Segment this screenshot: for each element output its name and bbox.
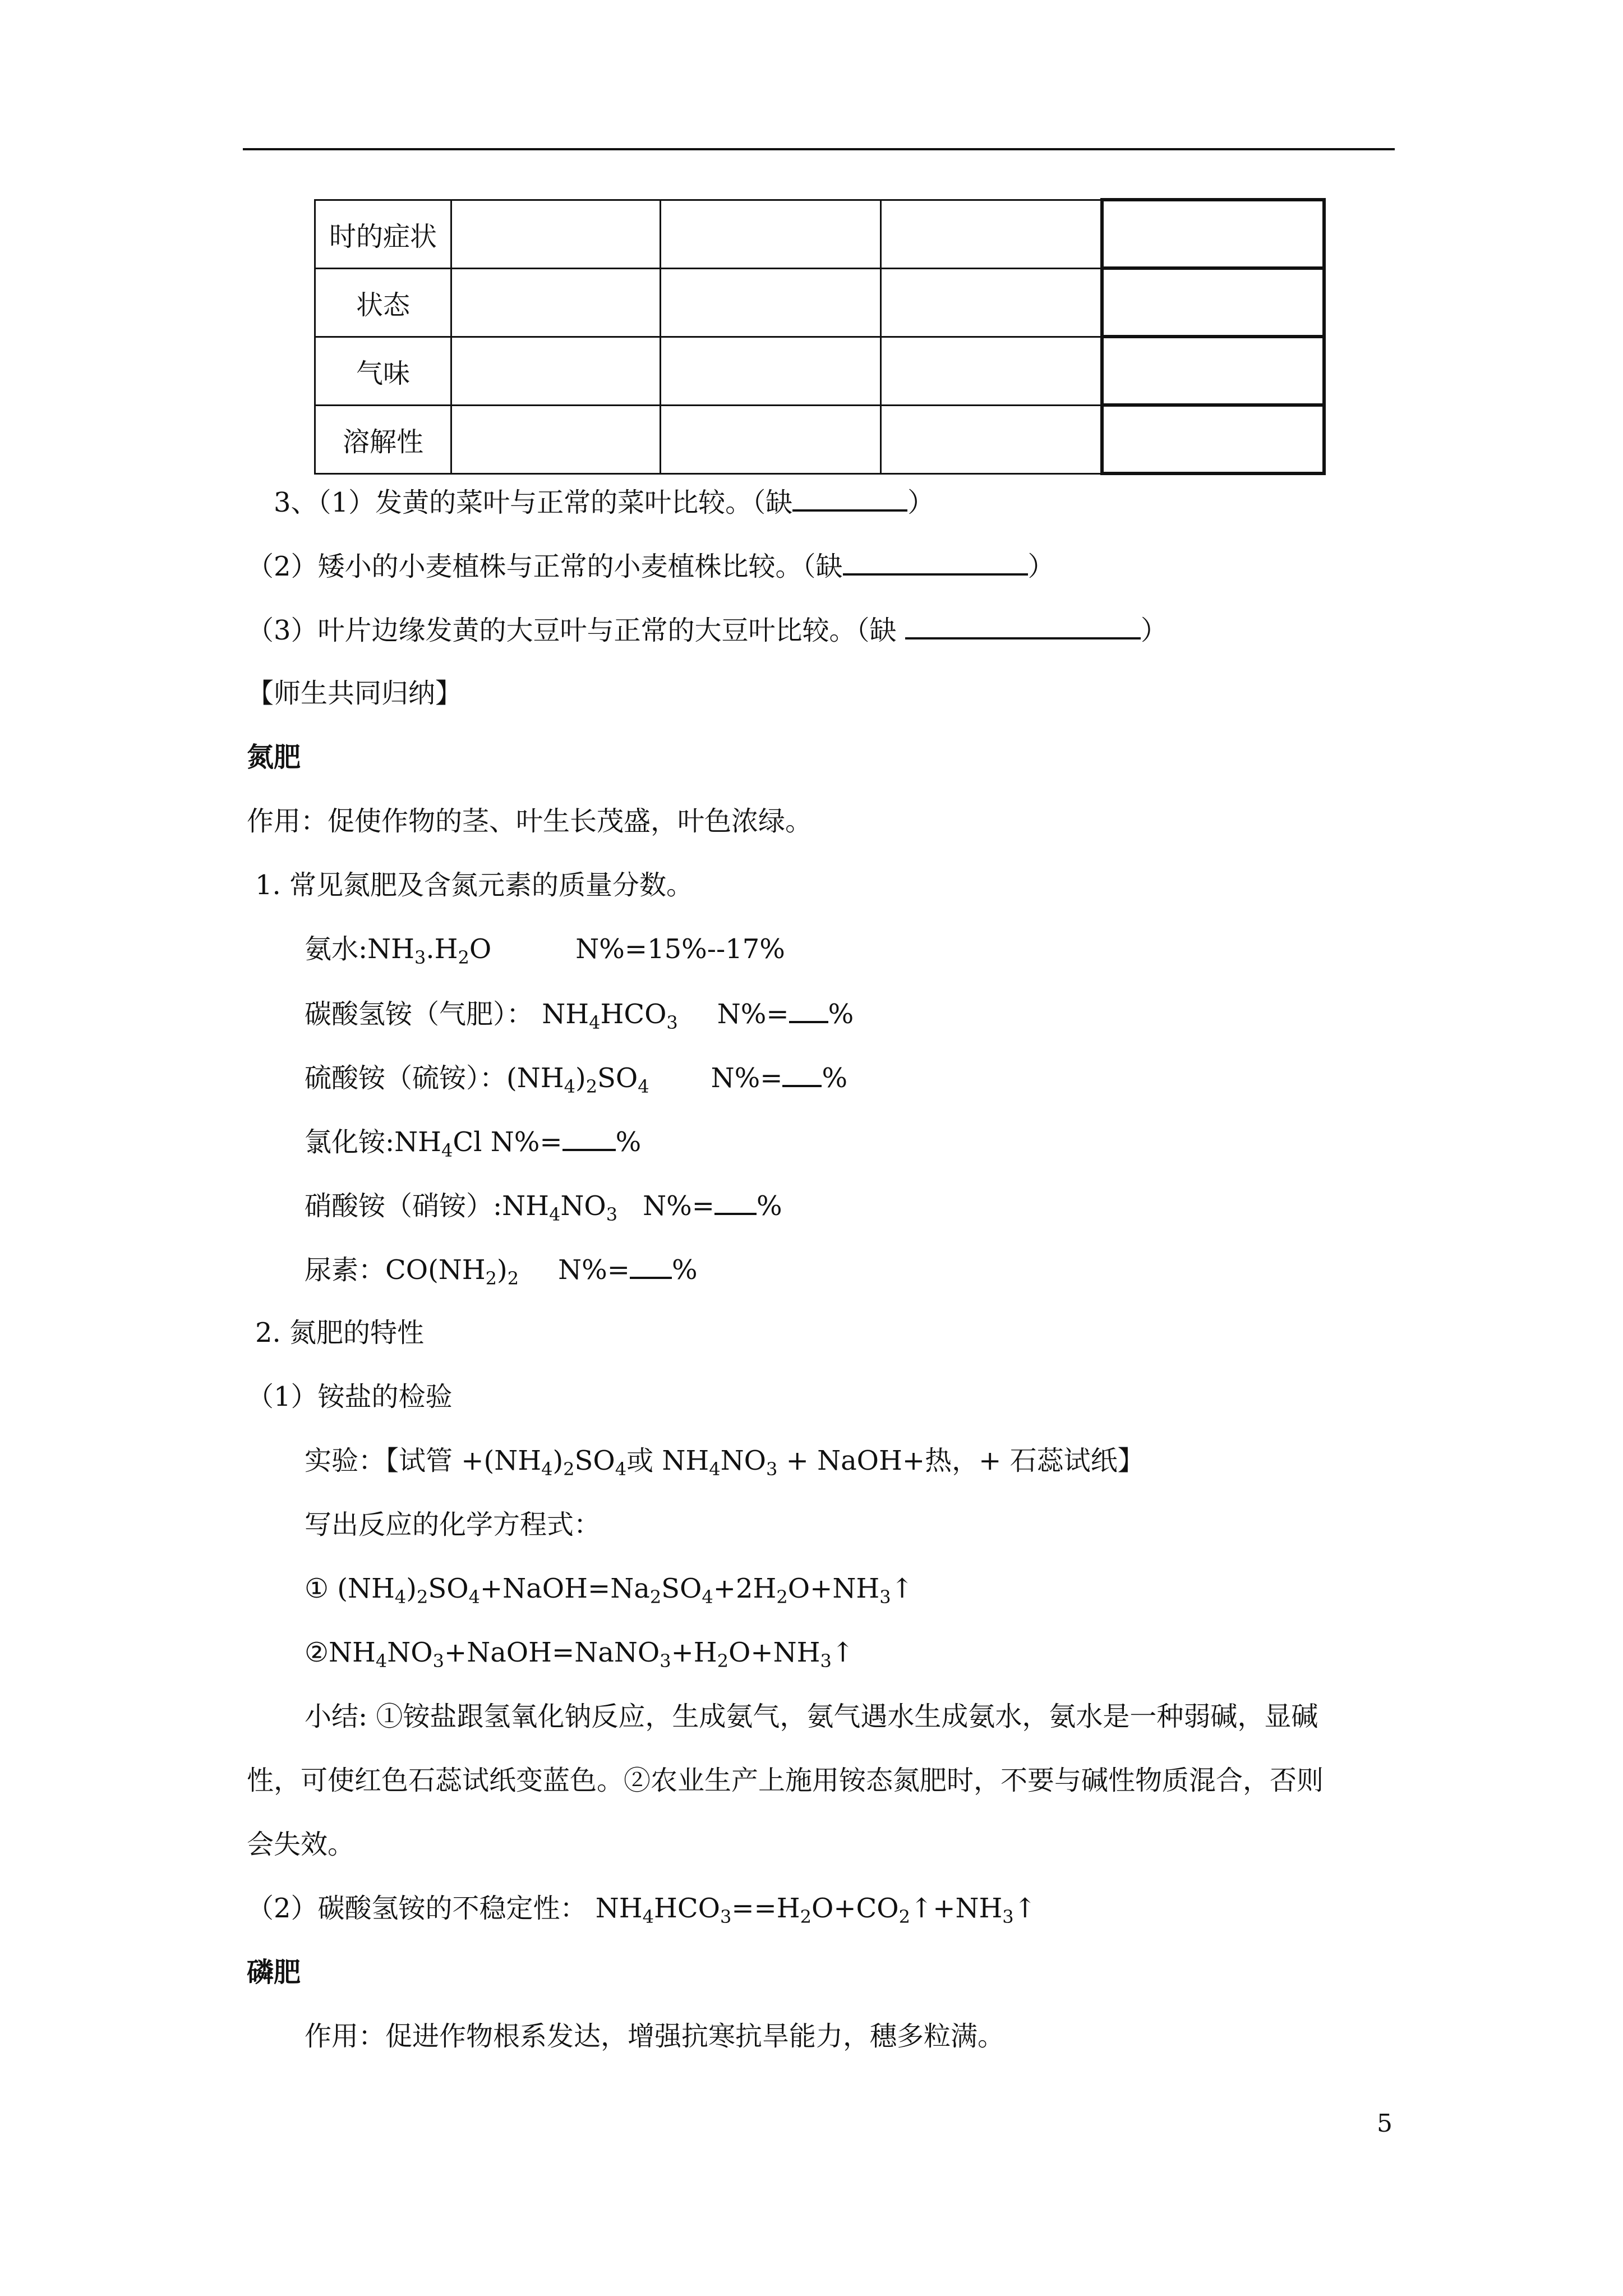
equation-2: $②NH_4NO_3+NaOH=NaNO_3+H_2O+NH_3↑$: [305, 1637, 855, 1672]
ammonium-nitrate-line: 硝酸铵（硝铵）$:NH_4NO_3$ N%= %: [305, 1188, 782, 1223]
answer-blank[interactable]: [789, 996, 828, 1023]
table-cell: [451, 200, 661, 268]
ammonia-water-line: 氨水$:NH_3.H_2O$ N%=15%--17%: [305, 933, 785, 968]
conclusion-line-2: 性，可使红色石蕊试纸变蓝色。②农业生产上施用铵态氮肥时，不要与碱性物质混合，否则: [247, 1765, 1324, 1796]
table-cell: [1102, 268, 1324, 337]
fertilizer-properties-table: [314, 198, 1326, 475]
table-row-label: 溶解性: [315, 405, 451, 473]
answer-blank[interactable]: [782, 1060, 822, 1087]
table-cell: [1102, 200, 1324, 268]
nitrogen-effect: 作用：促使作物的茎、叶生长茂盛，叶色浓绿。: [247, 806, 813, 837]
instability-line: （2）碳酸氢铵的不稳定性： $NH_4HCO_3==H_2O+CO_2↑+NH_3↑$: [247, 1893, 1036, 1927]
table-cell: [1102, 405, 1324, 473]
ammonium-chloride-line: 氯化铵$:NH_4Cl$ N%= %: [305, 1124, 641, 1159]
header-rule: [243, 148, 1395, 150]
table-cell: [881, 200, 1103, 268]
table-cell: [661, 337, 881, 405]
table-cell: [881, 405, 1103, 473]
question-3-3: （3）叶片边缘发黄的大豆叶与正常的大豆叶比较。（缺 ）: [247, 613, 1168, 647]
ammonium-test-heading: （1）铵盐的检验: [247, 1381, 453, 1412]
answer-blank[interactable]: [630, 1252, 672, 1279]
ammonium-bicarbonate-line: 碳酸氢铵（气肥）： $NH_4HCO_3$ N%= %: [305, 996, 854, 1031]
table-row-label: 时的症状: [315, 200, 451, 268]
table-row: [315, 337, 1325, 405]
table-cell: [451, 268, 661, 337]
urea-line: 尿素：$CO(NH_2)_2$ N%= %: [305, 1252, 698, 1287]
table-cell: [661, 268, 881, 337]
answer-blank[interactable]: [714, 1188, 757, 1215]
table-cell: [881, 337, 1103, 405]
table-cell: [881, 268, 1103, 337]
nitrogen-item-2: 2. 氮肥的特性: [255, 1317, 425, 1349]
table-row: [315, 405, 1325, 473]
conclusion-line-1: 小结: ①铵盐跟氢氧化钠反应，生成氨气，氨气遇水生成氨水，氨水是一种弱碱，显碱: [305, 1701, 1318, 1732]
page-number: 5: [1377, 2109, 1393, 2138]
table-cell: [1102, 337, 1324, 405]
table-cell: [661, 405, 881, 473]
question-3-2: （2）矮小的小麦植株与正常的小麦植株比较。（缺 ）: [247, 549, 1055, 583]
table-cell: [451, 405, 661, 473]
answer-blank[interactable]: [792, 485, 907, 512]
table-cell: [451, 337, 661, 405]
table-row-label: 气味: [315, 337, 451, 405]
ammonium-sulfate-line: 硫酸铵（硫铵）：$(NH_4)_2SO_4$ N%= %: [305, 1060, 847, 1095]
answer-blank[interactable]: [843, 549, 1028, 576]
table-row-label: 状态: [315, 268, 451, 337]
phosphorus-heading: 磷肥: [247, 1957, 301, 1988]
experiment-line: 实验：【试管 $+(NH_4)_2SO_4$或 $NH_4NO_3$ + NaOH+热，+ 石蕊试纸】: [305, 1445, 1145, 1480]
table-cell: [661, 200, 881, 268]
answer-blank[interactable]: [905, 613, 1141, 639]
phosphorus-effect: 作用：促进作物根系发达，增强抗寒抗旱能力，穗多粒满。: [305, 2021, 1005, 2052]
nitrogen-heading: 氮肥: [247, 742, 301, 773]
write-equation-prompt: 写出反应的化学方程式：: [305, 1509, 601, 1540]
equation-1: ① $(NH_4)_2SO_4+NaOH=Na_2SO_4+2H_2O+NH_3↑$: [305, 1573, 914, 1608]
question-3-1: 3、（1）发黄的菜叶与正常的菜叶比较。（缺 ）: [274, 485, 934, 519]
table-row: [315, 268, 1325, 337]
table-row: [315, 200, 1325, 268]
answer-blank[interactable]: [562, 1124, 616, 1151]
conclusion-line-3: 会失效。: [247, 1829, 355, 1860]
summary-heading: 【师生共同归纳】: [247, 678, 463, 709]
nitrogen-item-1: 1. 常见氮肥及含氮元素的质量分数。: [255, 869, 694, 901]
